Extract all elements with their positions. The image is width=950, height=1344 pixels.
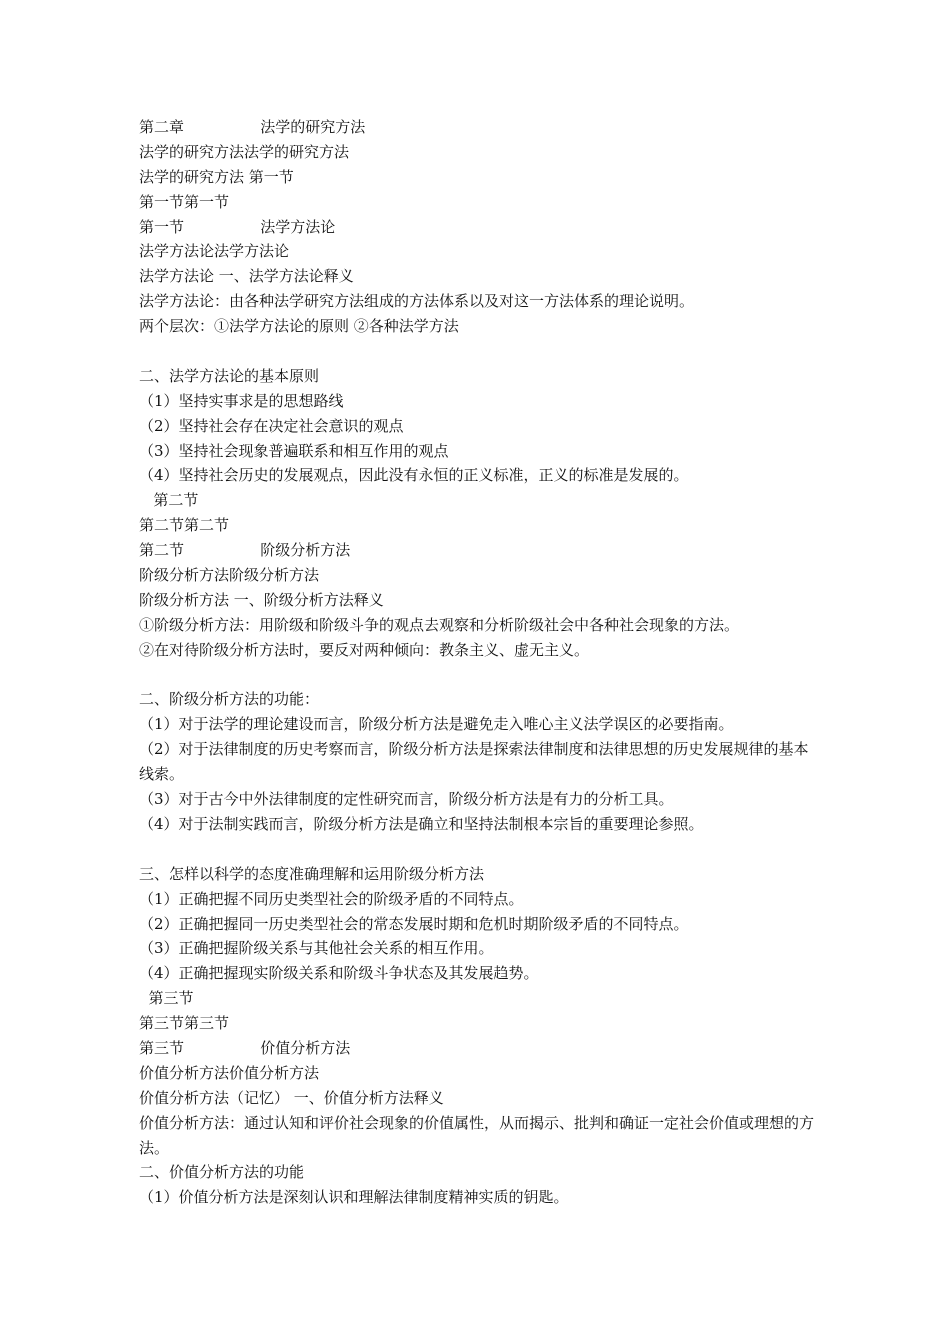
text-line: 法学方法论：由各种法学研究方法组成的方法体系以及对这一方法体系的理论说明。 bbox=[139, 292, 695, 311]
list-item: （1）对于法学的理论建设而言，阶级分析方法是避免走入唯心主义法学误区的必要指南。 bbox=[139, 715, 734, 734]
section-heading: 第二节 阶级分析方法 bbox=[139, 541, 351, 560]
list-item: （4）对于法制实践而言，阶级分析方法是确立和坚持法制根本宗旨的重要理论参照。 bbox=[139, 814, 704, 833]
subsection-heading: 三、怎样以科学的态度准确理解和运用阶级分析方法 bbox=[139, 864, 485, 883]
list-item: （2）对于法律制度的历史考察而言，阶级分析方法是探索法律制度和法律思想的历史发展规律的基本线索。 bbox=[139, 740, 809, 784]
list-item: （4）正确把握现实阶级关系和阶级斗争状态及其发展趋势。 bbox=[139, 964, 539, 983]
text-line: 阶级分析方法阶级分析方法 bbox=[139, 566, 320, 585]
section-heading: 第三节 价值分析方法 bbox=[139, 1038, 351, 1057]
text-line: 价值分析方法价值分析方法 bbox=[139, 1063, 320, 1082]
list-item: （1）正确把握不同历史类型社会的阶级矛盾的不同特点。 bbox=[139, 889, 524, 908]
text-line: 价值分析方法：通过认知和评价社会现象的价值属性，从而揭示、批判和确证一定社会价值或理想的方法。 bbox=[139, 1113, 815, 1157]
list-item: （2）正确把握同一历史类型社会的常态发展时期和危机时期阶级矛盾的不同特点。 bbox=[139, 914, 689, 933]
section-heading: 第一节 法学方法论 bbox=[139, 217, 336, 236]
text-line: 法学方法论 一、法学方法论释义 bbox=[139, 267, 354, 286]
text-line: ②在对待阶级分析方法时，要反对两种倾向：教条主义、虚无主义。 bbox=[139, 640, 590, 659]
list-item: （3）正确把握阶级关系与其他社会关系的相互作用。 bbox=[139, 939, 494, 958]
text-line: 第三节第三节 bbox=[139, 1014, 230, 1033]
list-item: （2）坚持社会存在决定社会意识的观点 bbox=[139, 416, 404, 435]
chapter-heading: 第二章 法学的研究方法 bbox=[139, 118, 366, 136]
text-line: 价值分析方法（记忆） 一、价值分析方法释义 bbox=[139, 1088, 444, 1107]
text-line: 法学方法论法学方法论 bbox=[139, 242, 290, 261]
list-item: （3）对于古今中外法律制度的定性研究而言，阶级分析方法是有力的分析工具。 bbox=[139, 790, 674, 809]
text-line: 阶级分析方法 一、阶级分析方法释义 bbox=[139, 590, 384, 609]
text-line: 两个层次：①法学方法论的原则 ②各种法学方法 bbox=[139, 317, 459, 336]
list-item: （1）坚持实事求是的思想路线 bbox=[139, 391, 344, 410]
blank-line bbox=[139, 837, 819, 862]
subsection-heading: 二、阶级分析方法的功能： bbox=[139, 690, 320, 709]
text-line: 第三节 bbox=[139, 989, 194, 1008]
list-item: （3）坚持社会现象普遍联系和相互作用的观点 bbox=[139, 441, 449, 460]
blank-line bbox=[139, 339, 819, 364]
text-line: 第二节 bbox=[139, 491, 199, 510]
text-line: ①阶级分析方法：用阶级和阶级斗争的观点去观察和分析阶级社会中各种社会现象的方法。 bbox=[139, 615, 740, 634]
text-line: 第二节第二节 bbox=[139, 516, 230, 535]
subsection-heading: 二、法学方法论的基本原则 bbox=[139, 366, 320, 385]
text-line: 法学的研究方法 第一节 bbox=[139, 167, 294, 186]
list-item: （1）价值分析方法是深刻认识和理解法律制度精神实质的钥匙。 bbox=[139, 1188, 569, 1207]
document-body bbox=[139, 115, 819, 1210]
subsection-heading: 二、价值分析方法的功能 bbox=[139, 1163, 305, 1182]
list-item: （4）坚持社会历史的发展观点，因此没有永恒的正义标准，正义的标准是发展的。 bbox=[139, 466, 689, 485]
blank-line bbox=[139, 663, 819, 688]
text-line: 法学的研究方法法学的研究方法 bbox=[139, 142, 350, 161]
text-line: 第一节第一节 bbox=[139, 192, 230, 211]
